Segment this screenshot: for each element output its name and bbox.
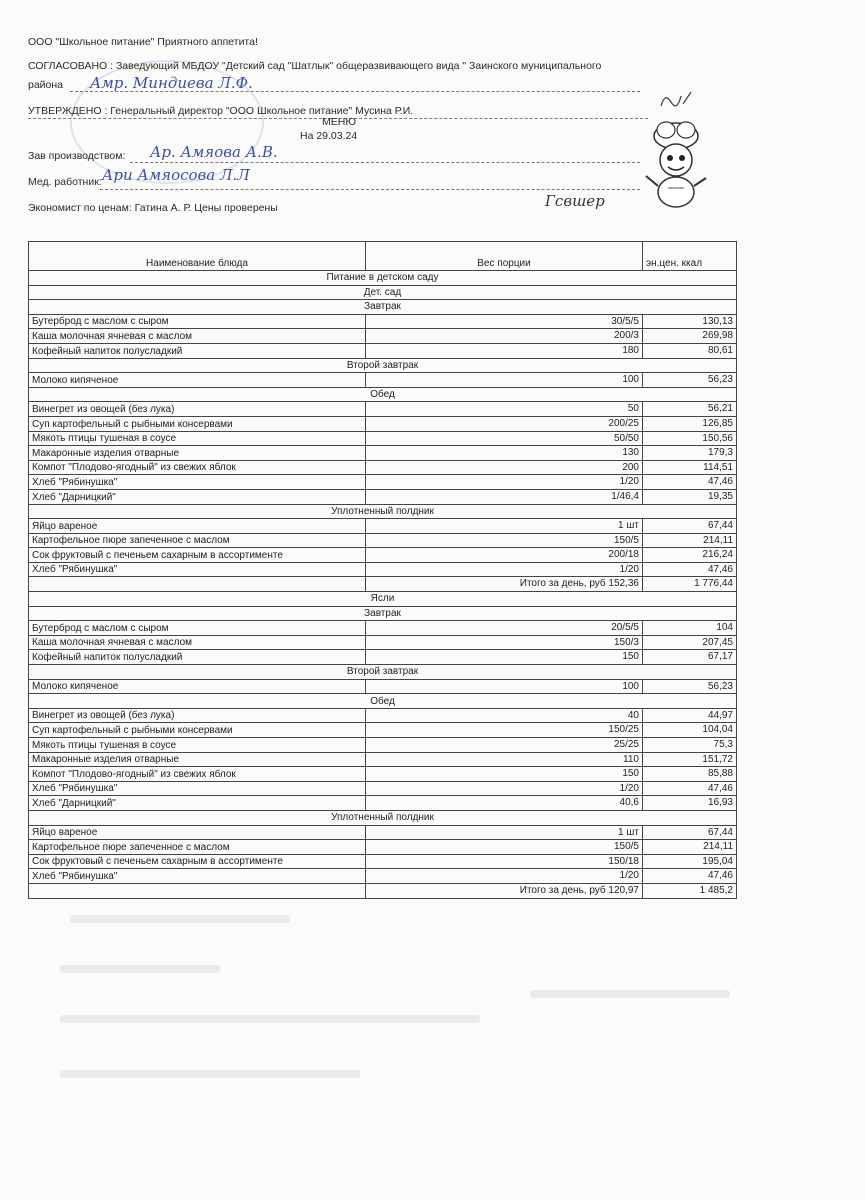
faded-bleed-text [70, 915, 290, 923]
table-row [29, 475, 737, 490]
dish-weight: 110 [366, 752, 643, 767]
dish-weight: 50/50 [366, 431, 643, 446]
section-row [29, 665, 737, 680]
table-row [29, 329, 737, 344]
dish-kcal: 47,46 [643, 869, 737, 884]
dish-weight: 130 [366, 446, 643, 461]
table-row [29, 343, 737, 358]
dish-weight: 1/20 [366, 562, 643, 577]
col-name-header: Наименование блюда [29, 242, 366, 271]
dish-kcal: 56,23 [643, 679, 737, 694]
economist-signature: Гсвшер [545, 192, 605, 210]
dish-weight: 200/25 [366, 416, 643, 431]
table-row [29, 416, 737, 431]
table-row [29, 402, 737, 417]
dish-name: Яйцо вареное [29, 519, 366, 534]
dish-name: Компот "Плодово-ягодный" из свежих яблок [29, 767, 366, 782]
menu-title: МЕНЮ [322, 116, 356, 128]
table-row [29, 533, 737, 548]
dish-name: Мякоть птицы тушеная в соусе [29, 431, 366, 446]
col-weight-header: Вес порции [366, 242, 643, 271]
dish-name: Хлеб "Дарницкий" [29, 489, 366, 504]
dish-kcal: 67,44 [643, 519, 737, 534]
dish-name [29, 577, 366, 592]
table-header-row [29, 242, 737, 271]
dish-name: Винегрет из овощей (без лука) [29, 708, 366, 723]
faded-bleed-text [530, 990, 730, 998]
section-row [29, 694, 737, 709]
agreed-line-1: СОГЛАСОВАНО : Заведующий МБДОУ "Детский сад "Шатлык" общеразвивающего вида " Заинского муниципального [28, 60, 602, 72]
table-row [29, 840, 737, 855]
dish-weight: 50 [366, 402, 643, 417]
dish-name: Мякоть птицы тушеная в соусе [29, 738, 366, 753]
dish-name: Компот "Плодово-ягодный" из свежих яблок [29, 460, 366, 475]
chef-mascot-icon [636, 118, 716, 210]
dish-kcal: 195,04 [643, 854, 737, 869]
dish-weight: 1 шт [366, 519, 643, 534]
dish-kcal: 80,61 [643, 343, 737, 358]
section-row [29, 606, 737, 621]
agreed-signature: Амр. Миндиева Л.Ф. [90, 74, 253, 92]
dish-kcal: 179,3 [643, 446, 737, 461]
dish-name: Кофейный напиток полусладкий [29, 343, 366, 358]
dish-kcal: 216,24 [643, 548, 737, 563]
table-row [29, 767, 737, 782]
dish-kcal: 85,88 [643, 767, 737, 782]
table-row [29, 635, 737, 650]
production-label: Зав производством: [28, 150, 126, 162]
section-title: Ясли [29, 592, 737, 607]
dish-kcal: 104 [643, 621, 737, 636]
dish-weight: 150/3 [366, 635, 643, 650]
medic-signature-line [100, 189, 640, 190]
total-row [29, 577, 737, 592]
dish-name: Каша молочная ячневая с маслом [29, 635, 366, 650]
dish-name: Каша молочная ячневая с маслом [29, 329, 366, 344]
dish-kcal: 130,13 [643, 314, 737, 329]
dish-weight: 180 [366, 343, 643, 358]
dish-name: Хлеб "Рябинушка" [29, 562, 366, 577]
menu-table-body [29, 271, 737, 899]
dish-name: Бутерброд с маслом с сыром [29, 621, 366, 636]
day-total-label: Итого за день, руб 120,97 [366, 883, 643, 898]
table-row [29, 431, 737, 446]
table-row [29, 562, 737, 577]
table-row [29, 723, 737, 738]
section-row [29, 592, 737, 607]
dish-weight: 1/20 [366, 869, 643, 884]
dish-kcal: 56,23 [643, 373, 737, 388]
dish-kcal: 47,46 [643, 475, 737, 490]
dish-weight: 150/5 [366, 533, 643, 548]
total-row [29, 883, 737, 898]
day-total-label: Итого за день, руб 152,36 [366, 577, 643, 592]
dish-weight: 150/25 [366, 723, 643, 738]
menu-table [28, 241, 737, 899]
faded-bleed-text [60, 1070, 360, 1078]
section-row [29, 358, 737, 373]
dish-kcal: 114,51 [643, 460, 737, 475]
table-row [29, 519, 737, 534]
faded-bleed-text [60, 1015, 480, 1023]
dish-weight: 200/18 [366, 548, 643, 563]
dish-weight: 200/3 [366, 329, 643, 344]
section-row [29, 387, 737, 402]
section-title: Завтрак [29, 606, 737, 621]
dish-kcal: 269,98 [643, 329, 737, 344]
col-kcal-header: эн.цен. ккал [643, 242, 737, 271]
table-row [29, 869, 737, 884]
dish-weight: 1 шт [366, 825, 643, 840]
dish-kcal: 47,46 [643, 562, 737, 577]
dish-name: Хлеб "Рябинушка" [29, 475, 366, 490]
dish-kcal: 104,04 [643, 723, 737, 738]
section-title: Завтрак [29, 300, 737, 315]
section-title: Обед [29, 387, 737, 402]
dish-weight: 100 [366, 679, 643, 694]
section-title: Второй завтрак [29, 665, 737, 680]
dish-name: Суп картофельный с рыбными консервами [29, 416, 366, 431]
dish-weight: 200 [366, 460, 643, 475]
section-title: Обед [29, 694, 737, 709]
dish-name: Бутерброд с маслом с сыром [29, 314, 366, 329]
dish-name: Сок фруктовый с печеньем сахарным в ассортименте [29, 854, 366, 869]
dish-kcal: 214,11 [643, 533, 737, 548]
menu-date: На 29.03.24 [300, 130, 358, 142]
section-title: Уплотненный полдник [29, 504, 737, 519]
table-row [29, 781, 737, 796]
dish-kcal: 56,21 [643, 402, 737, 417]
dish-kcal: 16,93 [643, 796, 737, 811]
table-row [29, 314, 737, 329]
dish-name: Хлеб "Дарницкий" [29, 796, 366, 811]
table-row [29, 548, 737, 563]
dish-weight: 150/5 [366, 840, 643, 855]
section-row [29, 285, 737, 300]
day-total-kcal: 1 485,2 [643, 883, 737, 898]
economist-line: Экономист по ценам: Гатина А. Р. Цены проверены [28, 202, 278, 214]
table-row [29, 708, 737, 723]
dish-kcal: 207,45 [643, 635, 737, 650]
dish-name: Макаронные изделия отварные [29, 752, 366, 767]
dish-name: Сок фруктовый с печеньем сахарным в ассортименте [29, 548, 366, 563]
dish-name: Кофейный напиток полусладкий [29, 650, 366, 665]
dish-weight: 40,6 [366, 796, 643, 811]
section-title: Питание в детском саду [29, 271, 737, 286]
dish-weight: 150/18 [366, 854, 643, 869]
section-title: Дет. сад [29, 285, 737, 300]
day-total-kcal: 1 776,44 [643, 577, 737, 592]
dish-weight: 1/20 [366, 781, 643, 796]
table-row [29, 373, 737, 388]
org-name: ООО "Школьное питание" Приятного аппетита! [28, 36, 258, 48]
scribble-mark-icon [655, 88, 695, 112]
dish-name [29, 883, 366, 898]
dish-name: Яйцо вареное [29, 825, 366, 840]
dish-kcal: 44,97 [643, 708, 737, 723]
dish-weight: 40 [366, 708, 643, 723]
table-row [29, 796, 737, 811]
medic-signature: Ари Амяосова Л.Л [102, 166, 250, 184]
table-row [29, 446, 737, 461]
table-row [29, 489, 737, 504]
medic-label: Мед. работник: [28, 176, 102, 188]
table-row [29, 825, 737, 840]
dish-kcal: 67,17 [643, 650, 737, 665]
agreed-line-2: района [28, 79, 64, 91]
dish-name: Макаронные изделия отварные [29, 446, 366, 461]
section-title: Уплотненный полдник [29, 810, 737, 825]
faded-bleed-text [60, 965, 220, 973]
dish-name: Хлеб "Рябинушка" [29, 781, 366, 796]
table-row [29, 679, 737, 694]
dish-weight: 20/5/5 [366, 621, 643, 636]
dish-name: Винегрет из овощей (без лука) [29, 402, 366, 417]
section-row [29, 271, 737, 286]
table-row [29, 650, 737, 665]
section-row [29, 300, 737, 315]
dish-kcal: 214,11 [643, 840, 737, 855]
dish-weight: 150 [366, 650, 643, 665]
section-row [29, 810, 737, 825]
dish-weight: 150 [366, 767, 643, 782]
approved-line: УТВЕРЖДЕНО : Генеральный директор "ООО Школьное питание" Мусина Р.И. [28, 105, 414, 117]
dish-name: Молоко кипяченое [29, 679, 366, 694]
dish-kcal: 126,85 [643, 416, 737, 431]
dish-kcal: 75,3 [643, 738, 737, 753]
dish-name: Суп картофельный с рыбными консервами [29, 723, 366, 738]
dish-kcal: 150,56 [643, 431, 737, 446]
dish-weight: 1/20 [366, 475, 643, 490]
dish-kcal: 151,72 [643, 752, 737, 767]
table-row [29, 460, 737, 475]
section-row [29, 504, 737, 519]
table-row [29, 854, 737, 869]
dish-kcal: 19,35 [643, 489, 737, 504]
dish-kcal: 47,46 [643, 781, 737, 796]
dish-weight: 100 [366, 373, 643, 388]
dish-name: Картофельное пюре запеченное с маслом [29, 840, 366, 855]
dish-name: Молоко кипяченое [29, 373, 366, 388]
dish-weight: 30/5/5 [366, 314, 643, 329]
dish-kcal: 67,44 [643, 825, 737, 840]
dish-weight: 25/25 [366, 738, 643, 753]
dish-weight: 1/46,4 [366, 489, 643, 504]
table-row [29, 621, 737, 636]
section-title: Второй завтрак [29, 358, 737, 373]
production-signature: Ар. Амяова А.В. [150, 143, 278, 161]
dish-name: Хлеб "Рябинушка" [29, 869, 366, 884]
dish-name: Картофельное пюре запеченное с маслом [29, 533, 366, 548]
table-row [29, 752, 737, 767]
production-signature-line [130, 162, 640, 163]
table-row [29, 738, 737, 753]
